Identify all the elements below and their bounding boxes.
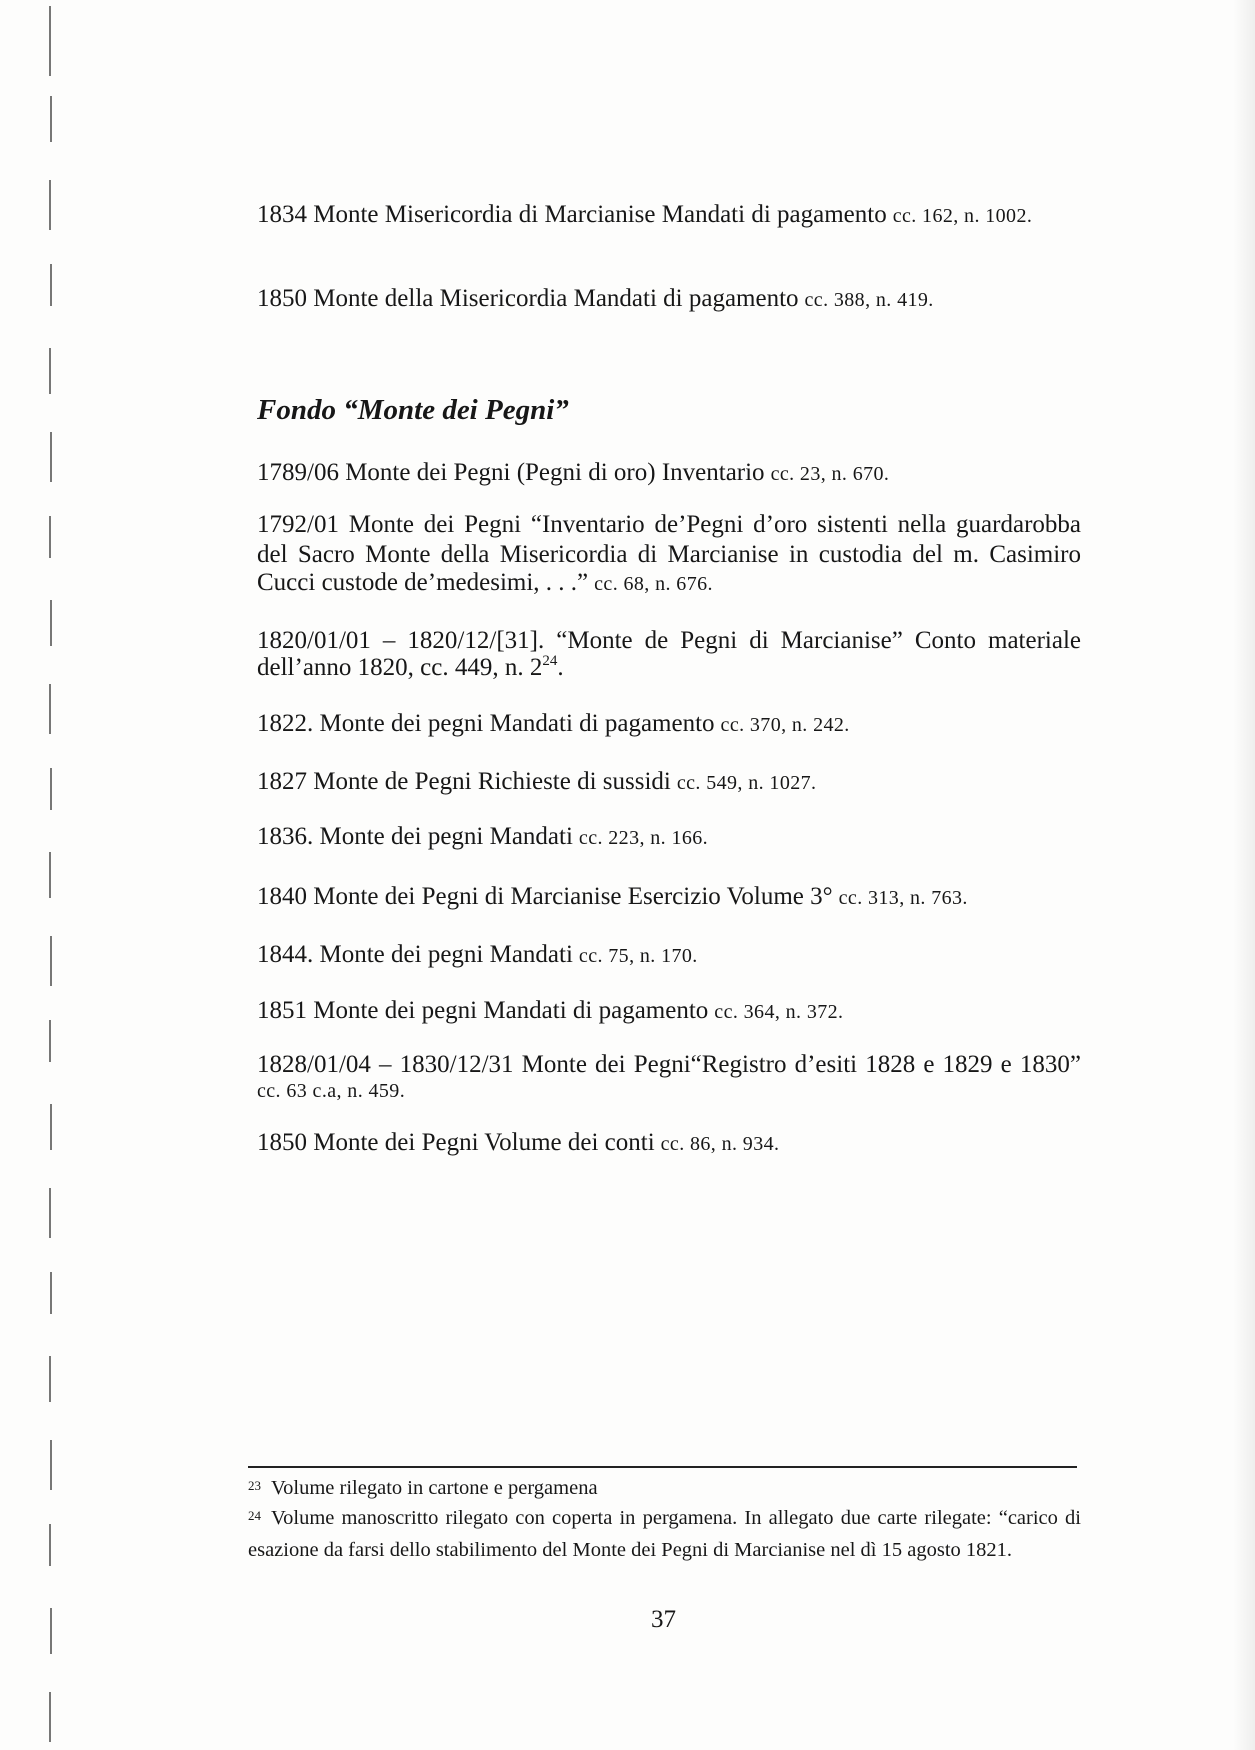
footnote-marker: 24 xyxy=(542,653,558,669)
binding-hole-mark xyxy=(49,1692,51,1742)
footnote-24-line-2: esazione da farsi dello stabilimento del Monte dei Pegni di Marcianise nel dì 15 agosto 1821. xyxy=(248,1539,1013,1561)
binding-hole-mark xyxy=(50,96,52,142)
entry-1820-line-1: 1820/01/01 – 1820/12/[31]. “Monte de Pegni di Marcianise” Conto materiale xyxy=(257,627,1081,654)
entry-text: 1836. Monte dei pegni Mandati xyxy=(257,823,573,850)
binding-hole-mark xyxy=(50,432,52,482)
entry-ref: cc. 86, n. 934. xyxy=(660,1133,780,1155)
binding-hole-mark xyxy=(50,1104,52,1150)
entry-1828-ref: cc. 63 c.a, n. 459. xyxy=(257,1080,406,1102)
entry-1828-line-1: 1828/01/04 – 1830/12/31 Monte dei Pegni“Registro d’esiti 1828 e 1829 e 1830” xyxy=(257,1051,1081,1078)
entry-ref: cc. 23, n. 670. xyxy=(770,463,890,485)
page-number: 37 xyxy=(651,1606,676,1633)
entry-text: 1789/06 Monte dei Pegni (Pegni di oro) Inventario xyxy=(257,459,765,486)
entry-1850-misericordia xyxy=(257,284,934,315)
binding-hole-mark xyxy=(49,1020,51,1062)
entry-text: Cucci custode de’medesimi, . . .” xyxy=(257,569,589,596)
entry-text: dell’anno 1820, cc. 449, n. 2 xyxy=(257,654,543,681)
footnote-separator xyxy=(248,1466,1077,1468)
section-title: Fondo “Monte dei Pegni” xyxy=(257,394,569,426)
entry-1792-line-3 xyxy=(257,568,713,599)
binding-hole-mark xyxy=(49,1356,51,1402)
binding-hole-mark xyxy=(49,1524,51,1566)
entry-1844 xyxy=(257,940,698,971)
entry-ref: cc. 68, n. 676. xyxy=(594,573,713,595)
entry-1820-line-2 xyxy=(257,653,564,683)
binding-hole-mark xyxy=(49,852,51,898)
entry-1850-pegni xyxy=(257,1128,779,1159)
entry-text: 1850 Monte dei Pegni Volume dei conti xyxy=(257,1129,655,1156)
entry-text: 1827 Monte de Pegni Richieste di sussidi xyxy=(257,768,671,795)
entry-ref: cc. 313, n. 763. xyxy=(838,887,968,909)
entry-1834 xyxy=(257,200,1032,231)
entry-ref: cc. 364, n. 372. xyxy=(714,1001,844,1023)
binding-hole-mark xyxy=(50,1440,52,1490)
footnote-24-line-1: Volume manoscritto rilegato con coperta in pergamena. In allegato due carte rilegate: “carico di xyxy=(271,1507,1081,1529)
entry-ref: cc. 223, n. 166. xyxy=(578,827,709,849)
binding-hole-mark xyxy=(49,348,51,394)
entry-1789 xyxy=(257,458,889,489)
entry-text: 1822. Monte dei pegni Mandati di pagamento xyxy=(257,710,715,737)
entry-1792-line-1: 1792/01 Monte dei Pegni “Inventario de’Pegni d’oro sistenti nella guardarobba xyxy=(257,511,1081,538)
entry-ref: cc. 162, n. 1002. xyxy=(892,205,1033,227)
binding-hole-mark xyxy=(50,768,52,810)
entry-text: 1850 Monte della Misericordia Mandati di pagamento xyxy=(257,285,799,312)
entry-1822 xyxy=(257,709,850,740)
footnote-23-text: Volume rilegato in cartone e pergamena xyxy=(271,1477,598,1499)
entry-text: 1834 Monte Misericordia di Marcianise Mandati di pagamento xyxy=(257,201,887,228)
binding-hole-mark xyxy=(50,936,52,986)
entry-1792-line-2: del Sacro Monte della Misericordia di Marcianise in custodia del m. Casimiro xyxy=(257,541,1081,568)
entry-1851 xyxy=(257,996,843,1027)
entry-text: 1840 Monte dei Pegni di Marcianise Esercizio Volume 3° xyxy=(257,883,833,910)
binding-hole-mark xyxy=(49,684,51,734)
binding-hole-mark xyxy=(50,1272,52,1314)
binding-hole-mark xyxy=(49,6,51,76)
binding-hole-mark xyxy=(50,600,52,646)
entry-ref: cc. 370, n. 242. xyxy=(720,714,850,736)
entry-end: . xyxy=(557,654,564,681)
entry-text: 1851 Monte dei pegni Mandati di pagamento xyxy=(257,997,709,1024)
footnote-number-24: 24 xyxy=(248,1508,261,1523)
entry-1827 xyxy=(257,767,816,798)
binding-hole-mark xyxy=(49,1188,51,1238)
entry-ref: cc. 388, n. 419. xyxy=(804,289,934,311)
binding-hole-mark xyxy=(49,516,51,558)
binding-hole-mark xyxy=(49,180,51,230)
entry-ref: cc. 549, n. 1027. xyxy=(676,772,817,794)
footnote-number-23: 23 xyxy=(248,1478,261,1493)
entry-text: 1844. Monte dei pegni Mandati xyxy=(257,941,573,968)
entry-1840 xyxy=(257,882,968,913)
binding-hole-mark xyxy=(50,264,52,306)
entry-ref: cc. 75, n. 170. xyxy=(578,945,698,967)
entry-1836 xyxy=(257,822,708,853)
scan-edge-shadow xyxy=(1233,0,1255,1750)
binding-hole-mark xyxy=(50,1608,52,1654)
